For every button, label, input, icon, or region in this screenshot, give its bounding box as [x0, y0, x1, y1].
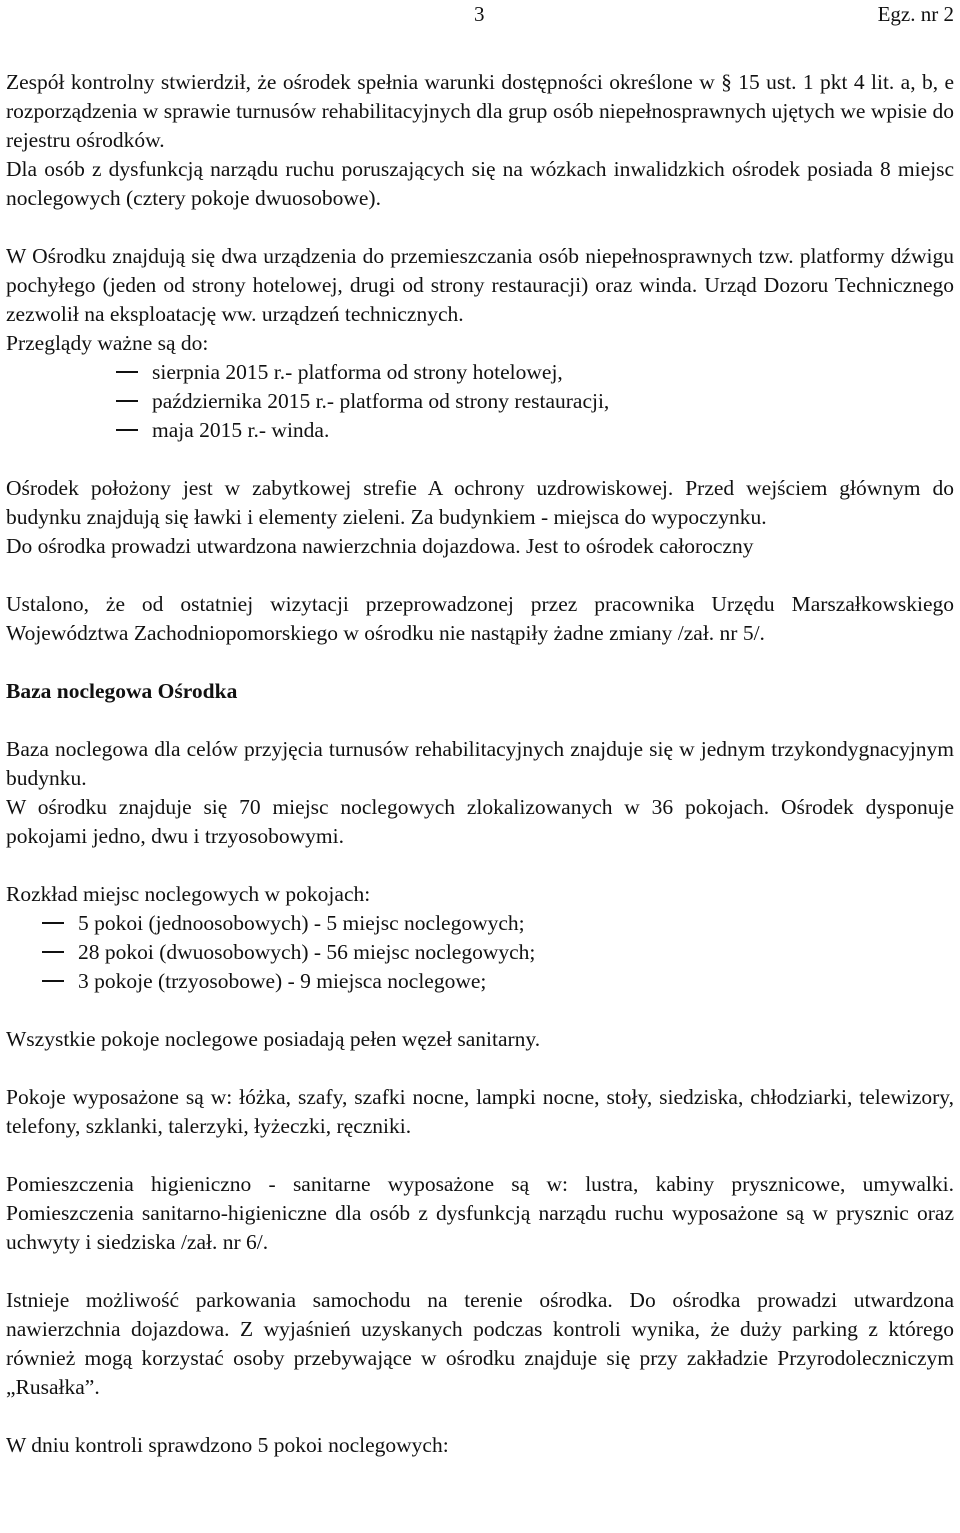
copy-number: Egz. nr 2	[877, 2, 954, 26]
paragraph-capacity: W ośrodku znajduje się 70 miejsc noclegowych zlokalizowanych w 36 pokojach. Ośrodek dysponuje pokojami jedno, dwu i trzyosobowymi.	[6, 795, 954, 848]
paragraph-accessibility: Zespół kontrolny stwierdził, że ośrodek spełnia warunki dostępności określone w § 15 ust. 1 pkt 4 lit. a, b, e rozporządzenia w sprawie turnusów rehabilitacyjnych dla grup osób niepełnosprawnych ujętych we wpisie do rejestru ośrodków.	[6, 70, 954, 152]
list-item	[6, 416, 954, 445]
page-header	[0, 0, 960, 30]
list-item	[6, 967, 954, 996]
list-item	[6, 938, 954, 967]
list-item-text: 3 pokoje (trzyosobowe) - 9 miejsca noclegowe;	[78, 969, 487, 993]
list-item-text: 5 pokoi (jednoosobowych) - 5 miejsc noclegowych;	[78, 911, 525, 935]
paragraph-room-equipment: Pokoje wyposażone są w: łóżka, szafy, szafki nocne, lampki nocne, stoły, siedziska, chłodziarki, telewizory, telefony, szklanki, talerzyki, łyżeczki, ręczniki.	[6, 1085, 954, 1138]
section-heading: Baza noclegowa Ośrodka	[6, 679, 238, 703]
dash-bullet-icon	[42, 951, 64, 953]
dash-bullet-icon	[42, 922, 64, 924]
list-item	[6, 358, 954, 387]
paragraph-room-distribution: Rozkład miejsc noclegowych w pokojach:	[6, 882, 371, 906]
list-item-text: sierpnia 2015 r.- platforma od strony hotelowej,	[152, 360, 563, 384]
paragraph-hygiene-rooms: Pomieszczenia higieniczno - sanitarne wyposażone są w: lustra, kabiny prysznicowe, umywalki. Pomieszczenia sanitarno-higieniczne dla osób z dysfunkcją narządu ruchu wyposażone są w prysznic oraz uchwyty i siedziska /zał. nr 6/.	[6, 1172, 954, 1254]
page-number: 3	[474, 2, 485, 26]
paragraph-no-changes: Ustalono, że od ostatniej wizytacji przeprowadzonej przez pracownika Urzędu Marszałkowskiego Województwa Zachodniopomorskiego w ośrodku nie nastąpiły żadne zmiany /zał. nr 5/.	[6, 592, 954, 645]
paragraph-building: Baza noclegowa dla celów przyjęcia turnusów rehabilitacyjnych znajduje się w jednym trzykondygnacyjnym budynku.	[6, 737, 954, 790]
list-item-text: października 2015 r.- platforma od strony restauracji,	[152, 389, 610, 413]
room-list	[6, 909, 954, 996]
dash-bullet-icon	[116, 371, 138, 373]
list-item-text: maja 2015 r.- winda.	[152, 418, 330, 442]
list-item-text: 28 pokoi (dwuosobowych) - 56 miejsc noclegowych;	[78, 940, 536, 964]
document-body	[6, 68, 954, 1460]
dash-bullet-icon	[42, 980, 64, 982]
paragraph-inspections-intro: Przeglądy ważne są do:	[6, 331, 209, 355]
paragraph-parking: Istnieje możliwość parkowania samochodu na terenie ośrodka. Do ośrodka prowadzi utwardzona nawierzchnia dojazdowa. Z wyjaśnień uzyskanych podczas kontroli wynika, że duży parking z którego również mogą korzystać osoby przebywające w ośrodku znajduje się przy zakładzie Przyrodoleczniczym „Rusałka”.	[6, 1288, 954, 1399]
dash-bullet-icon	[116, 429, 138, 431]
inspection-list	[6, 358, 954, 445]
paragraph-rooms-checked: W dniu kontroli sprawdzono 5 pokoi noclegowych:	[6, 1433, 449, 1457]
paragraph-location: Ośrodek położony jest w zabytkowej strefie A ochrony uzdrowiskowej. Przed wejściem głównym do budynku znajdują się ławki i elementy zieleni. Za budynkiem - miejsca do wypoczynku.	[6, 476, 954, 529]
paragraph-wheelchair-places: Dla osób z dysfunkcją narządu ruchu poruszających się na wózkach inwalidzkich ośrodek posiada 8 miejsc noclegowych (cztery pokoje dwuosobowe).	[6, 157, 954, 210]
list-item	[6, 387, 954, 416]
paragraph-sanitary: Wszystkie pokoje noclegowe posiadają pełen węzeł sanitarny.	[6, 1027, 541, 1051]
paragraph-access-road: Do ośrodka prowadzi utwardzona nawierzchnia dojazdowa. Jest to ośrodek całoroczny	[6, 534, 754, 558]
list-item	[6, 909, 954, 938]
dash-bullet-icon	[116, 400, 138, 402]
paragraph-lifting-devices: W Ośrodku znajdują się dwa urządzenia do przemieszczania osób niepełnosprawnych tzw. platformy dźwigu pochyłego (jeden od strony hotelowej, drugi od strony restauracji) oraz winda. Urząd Dozoru Technicznego zezwolił na eksploatację ww. urządzeń technicznych.	[6, 244, 954, 326]
